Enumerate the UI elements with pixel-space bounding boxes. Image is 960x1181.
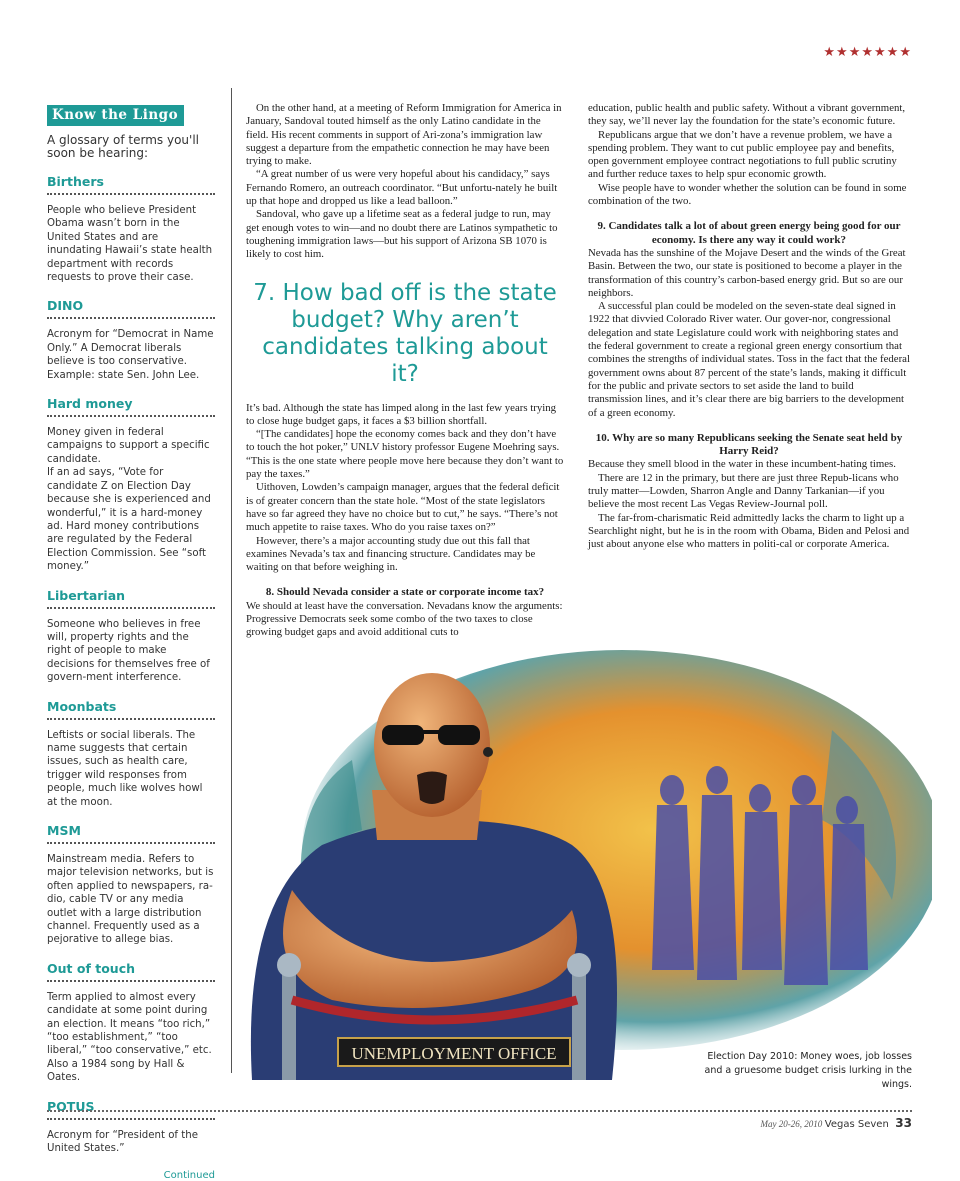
question-heading: 9. Candidates talk a lot of about green energy being good for our economy. Is there any way it could work?	[597, 220, 901, 246]
term-name: Moonbats	[47, 699, 215, 720]
question-heading: 8. Should Nevada consider a state or corporate income tax?	[265, 586, 545, 599]
term-definition: Leftists or social liberals. The name suggests that certain issues, such as health care, trigger wild responses from people, much like wolves howl at the moon.	[47, 729, 203, 808]
issue-date: May 20-26, 2010	[760, 1119, 823, 1129]
paragraph: education, public health and public safety. Without a vibrant government, they say, we’ll never lay the foundation for the state’s economic future.	[588, 102, 906, 128]
glossary-term	[47, 823, 215, 947]
term-name: DINO	[47, 298, 215, 319]
paragraph: “A great number of us were very hopeful about his candidacy,” says Fernando Romero, an outreach coordinator. “But unfortu-nately he built up that hope and dropped us like a lead balloon.”	[246, 168, 558, 208]
sunglasses-right	[438, 725, 480, 745]
term-name: Hard money	[47, 396, 215, 417]
paragraph: There are 12 in the primary, but there are just three Repub-licans who truly matter—Lowden, Sharron Angle and Danny Tarkanian—if you believe the most recent Las Vegas Review-Journal poll.	[588, 471, 899, 511]
sidebar-subtitle: A glossary of terms you'll soon be hearing:	[47, 133, 199, 160]
glossary-term	[47, 298, 215, 382]
glossary-term	[47, 396, 215, 573]
paragraph: On the other hand, at a meeting of Reform Immigration for America in January, Sandoval touted himself as the only Latino candidate in the field. His recent comments in support of Ari-zona’s immigration law suggest a departure from the empathetic connection he may have been trying to make.	[246, 102, 562, 168]
paragraph: Wise people have to wonder whether the solution can be found in some combination of the two.	[588, 181, 907, 208]
paragraph: “[The candidates] hope the economy comes back and they don’t have to touch the hot poker,” UNLV history professor Eugene Moehring says. “This is the one state where people move here because they don’t want to pay the taxes.”	[246, 428, 564, 481]
paragraph: Uithoven, Lowden’s campaign manager, argues that the federal deficit is of greater concern than the state hole. “Most of the state legislators have so far agreed they have no choice but to cut,” he says. “There’s not much appetite to raise taxes. Who do you raise taxes on?”	[246, 481, 560, 534]
glossary-term	[47, 1099, 215, 1156]
term-definition: Acronym for “President of the United States.”	[47, 1129, 198, 1155]
footer-rule	[47, 1110, 912, 1112]
paragraph: Nevada has the sunshine of the Mojave Desert and the winds of the Great Basin. Between the two, our state is positioned to become a player in the transformation of this country’s carbon-based energy grid. But so are our neighbors.	[588, 246, 906, 299]
sign-text: UNEMPLOYMENT OFFICE	[351, 1044, 557, 1063]
term-definition: People who believe President Obama wasn’t born in the United States and are inundating Hawaii’s state health department with records requests to prove their case.	[47, 205, 213, 284]
sidebar-title: Know the Lingo	[47, 105, 184, 126]
question-heading: 10. Why are so many Republicans seeking the Senate seat held by Harry Reid?	[595, 431, 903, 458]
glossary-term	[47, 588, 215, 685]
magazine-name: Vegas Seven	[824, 1119, 889, 1130]
article-column-2	[588, 102, 910, 552]
paragraph: The far-from-charismatic Reid admittedly lacks the charm to light up a Searchlight night, but he is in the room with Obama, Biden and Pelosi and just about anyone else who matters in politi-cal or corporate America.	[588, 511, 910, 551]
illustration-caption: Election Day 2010: Money woes, job losses and a gruesome budget crisis lurking in the wings.	[704, 1051, 912, 1090]
term-name: POTUS	[47, 1099, 215, 1120]
term-name: MSM	[47, 823, 215, 844]
term-definition: Money given in federal campaigns to support a specific candidate. If an ad says, “Vote for candidate Z on Election Day because she is experienced and wonderful,” it is a hard-money ad. Hard money contributions are regulated by the Federal Election Commission. See “soft money.”	[47, 427, 211, 573]
bouncer-illustration	[232, 640, 932, 1080]
sunglasses-left	[382, 725, 424, 745]
continued-link[interactable]: Continued	[163, 1169, 215, 1181]
glossary-term	[47, 174, 215, 284]
decorative-stars: ★★★★★★★	[823, 44, 912, 59]
page-number: 33	[895, 1116, 912, 1130]
glossary-sidebar	[47, 104, 215, 1181]
paragraph: However, there’s a major accounting study due out this fall that examines Nevada’s tax and financing structure. Candidates may be waiting on that before weighing in.	[246, 534, 536, 574]
glossary-term	[47, 699, 215, 809]
glossary-term	[47, 961, 215, 1085]
paragraph: Sandoval, who gave up a lifetime seat as a federal judge to run, may get enough votes to win—and no doubt there are Latinos sympathetic to toughening immigration laws—but his support of Arizona SB 1070 is likely to cost him.	[246, 208, 558, 261]
earpiece	[483, 747, 493, 757]
paragraph: Republicans argue that we don’t have a revenue problem, we have a spending problem. They want to cut public employee pay and benefits, open government employee contract negotiations to full public scrutiny and further reduce taxes to help spur economic growth.	[588, 128, 897, 181]
term-name: Out of touch	[47, 961, 215, 982]
term-name: Birthers	[47, 174, 215, 195]
term-definition: Someone who believes in free will, property rights and the right of people to make decisions for themselves free of govern-ment interference.	[47, 618, 210, 684]
page-footer	[761, 1116, 912, 1130]
goatee	[417, 772, 447, 805]
paragraph: A successful plan could be modeled on the seven-state deal signed in 1922 that divvied Colorado River water. Our gover-nor, congressional delegation and state Legislature could work with neighboring states and the federal government to create a regional green energy consortium that combines the strengths of individual states. Toss in the fact that the federal government owns about 87 percent of the state’s lands, making it difficult for the public and private sectors to set aside the land to build transmission lines, and it’s clear there are big barriers to the development of a green economy.	[588, 300, 910, 419]
paragraph: Because they smell blood in the water in these incumbent-hating times.	[588, 458, 896, 471]
section-headline: 7. How bad off is the state budget? Why aren’t candidates talking about it?	[253, 279, 557, 387]
term-name: Libertarian	[47, 588, 215, 609]
term-definition: Acronym for “Democrat in Name Only.” A Democrat liberals believe is too conservative. Example: state Sen. John Lee.	[47, 329, 214, 381]
article-column-1	[246, 102, 564, 640]
paragraph: It’s bad. Although the state has limped along in the last few years trying to close huge budget gaps, it faces a $3 billion shortfall.	[246, 401, 557, 427]
paragraph: We should at least have the conversation. Nevadans know the arguments: Progressive Democrats seek some combo of the two taxes to close growing budget gaps and avoid additional cuts to	[246, 599, 563, 639]
term-definition: Term applied to almost every candidate at some point during an election. It means “too rich,” “too establishment,” “too liberal,” “too conservative,” etc. Also a 1984 song by Hall & Oates.	[47, 991, 212, 1084]
term-definition: Mainstream media. Refers to major television networks, but is often applied to newspapers, ra-dio, cable TV or any media outlet with a large distribution channel. Frequently used as a pejorative to allege bias.	[47, 854, 214, 946]
